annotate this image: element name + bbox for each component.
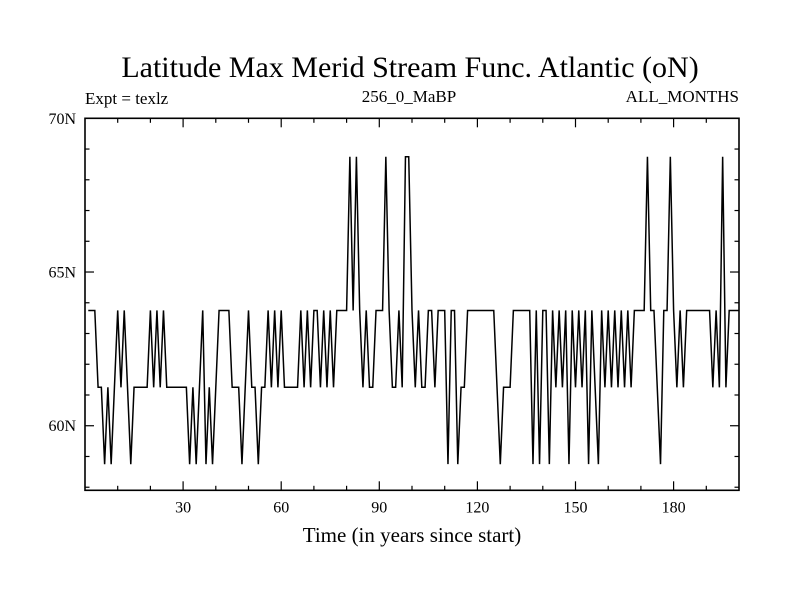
months-label: ALL_MONTHS xyxy=(625,87,739,106)
dataset-label: 256_0_MaBP xyxy=(361,87,457,106)
x-tick-label: 150 xyxy=(563,499,588,517)
x-tick-label: 60 xyxy=(273,499,290,517)
y-tick-label: 65N xyxy=(48,264,76,282)
x-tick-label: 30 xyxy=(175,499,192,517)
chart-title: Latitude Max Merid Stream Func. Atlantic (oN) xyxy=(121,51,699,84)
data-series-line xyxy=(88,157,739,464)
x-tick-label: 120 xyxy=(465,499,490,517)
x-axis-label: Time (in years since start) xyxy=(302,523,522,547)
y-tick-label: 60N xyxy=(48,418,76,436)
experiment-label: Expt = texlz xyxy=(85,89,169,108)
y-tick-label: 70N xyxy=(48,110,76,128)
header xyxy=(85,51,739,108)
x-tick-label: 90 xyxy=(371,499,388,517)
x-tick-label: 180 xyxy=(661,499,686,517)
plot-area xyxy=(48,111,739,517)
